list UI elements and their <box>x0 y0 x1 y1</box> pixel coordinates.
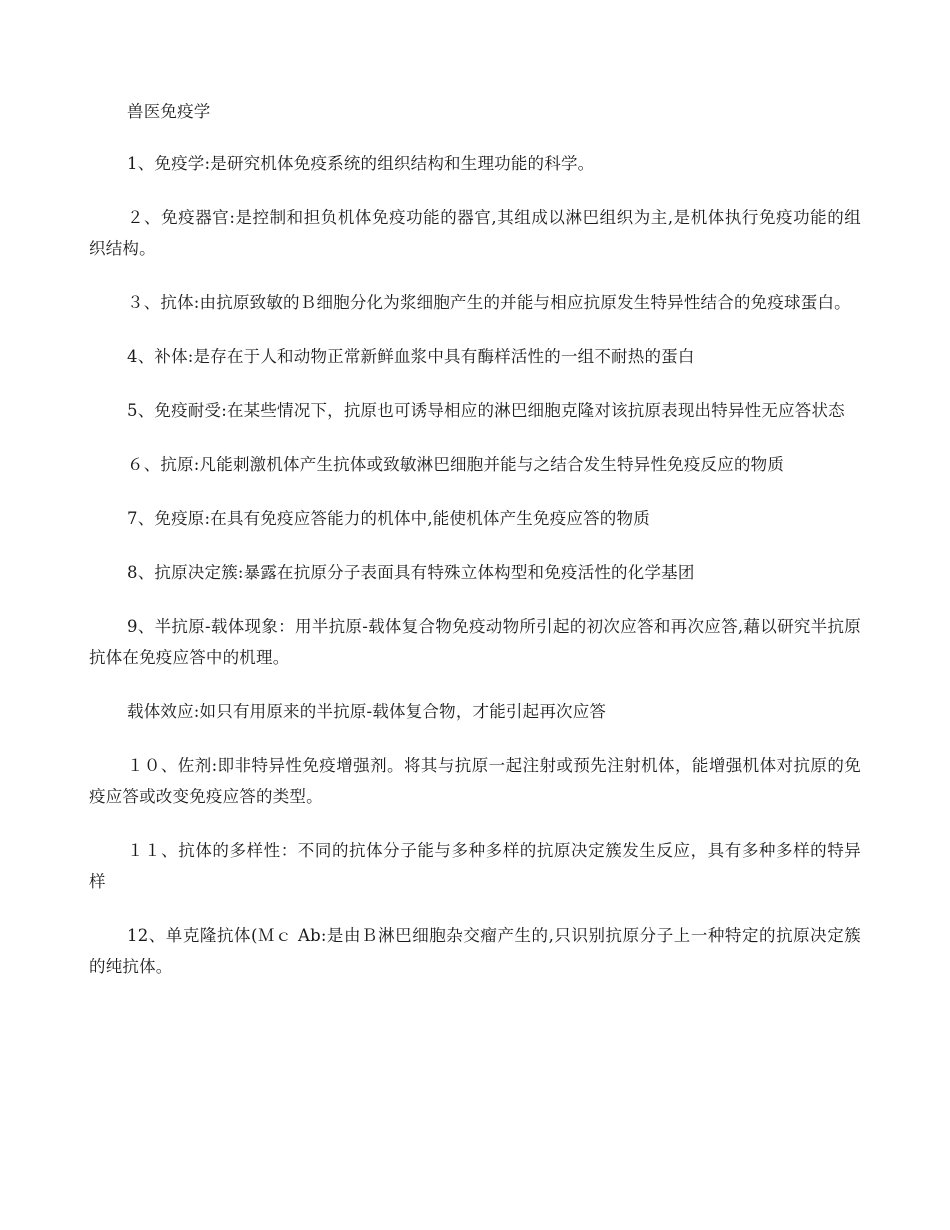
definition-paragraph-2: ２、免疫器官:是控制和担负机体免疫功能的器官,其组成以淋巴组织为主,是机体执行免疫功能的组织结构。 <box>89 208 861 258</box>
definition-paragraph-12: 12、单克隆抗体(Ｍｃ Ab:是由Ｂ淋巴细胞杂交瘤产生的,只识别抗原分子上一种特定的抗原决定簇的纯抗体。 <box>89 926 861 976</box>
document-body <box>89 96 861 1005</box>
document-title: 兽医免疫学 <box>127 102 211 121</box>
definition-paragraph-9: 9、半抗原-载体现象：用半抗原-载体复合物免疫动物所引起的初次应答和再次应答,藉以研究半抗原抗体在免疫应答中的机理。 <box>89 617 861 667</box>
definition-paragraph-6: ６、抗原:凡能刺激机体产生抗体或致敏淋巴细胞并能与之结合发生特异性免疫反应的物质 <box>127 455 785 474</box>
definition-paragraph-7: 7、免疫原:在具有免疫应答能力的机体中,能使机体产生免疫应答的物质 <box>127 509 650 528</box>
definition-paragraph-8: 8、抗原决定簇:暴露在抗原分子表面具有特殊立体构型和免疫活性的化学基团 <box>127 563 695 582</box>
definition-paragraph-3: ３、抗体:由抗原致敏的Ｂ细胞分化为浆细胞产生的并能与相应抗原发生特异性结合的免疫球蛋白。 <box>127 293 851 312</box>
definition-paragraph-1: 1、免疫学:是研究机体免疫系统的组织结构和生理功能的科学。 <box>127 154 595 173</box>
definition-paragraph-5: 5、免疫耐受:在某些情况下，抗原也可诱导相应的淋巴细胞克隆对该抗原表现出特异性无应答状态 <box>127 401 845 420</box>
definition-paragraph-10: １０、佐剂:即非特异性免疫增强剂。将其与抗原一起注射或预先注射机体，能增强机体对抗原的免疫应答或改变免疫应答的类型。 <box>89 756 861 806</box>
definition-paragraph-4: 4、补体:是存在于人和动物正常新鲜血浆中具有酶样活性的一组不耐热的蛋白 <box>127 347 695 366</box>
definition-paragraph-11: １１、抗体的多样性：不同的抗体分子能与多种多样的抗原决定簇发生反应，具有多种多样的特异样 <box>89 841 861 891</box>
carrier-effect-paragraph: 载体效应:如只有用原来的半抗原-载体复合物，才能引起再次应答 <box>127 702 607 721</box>
